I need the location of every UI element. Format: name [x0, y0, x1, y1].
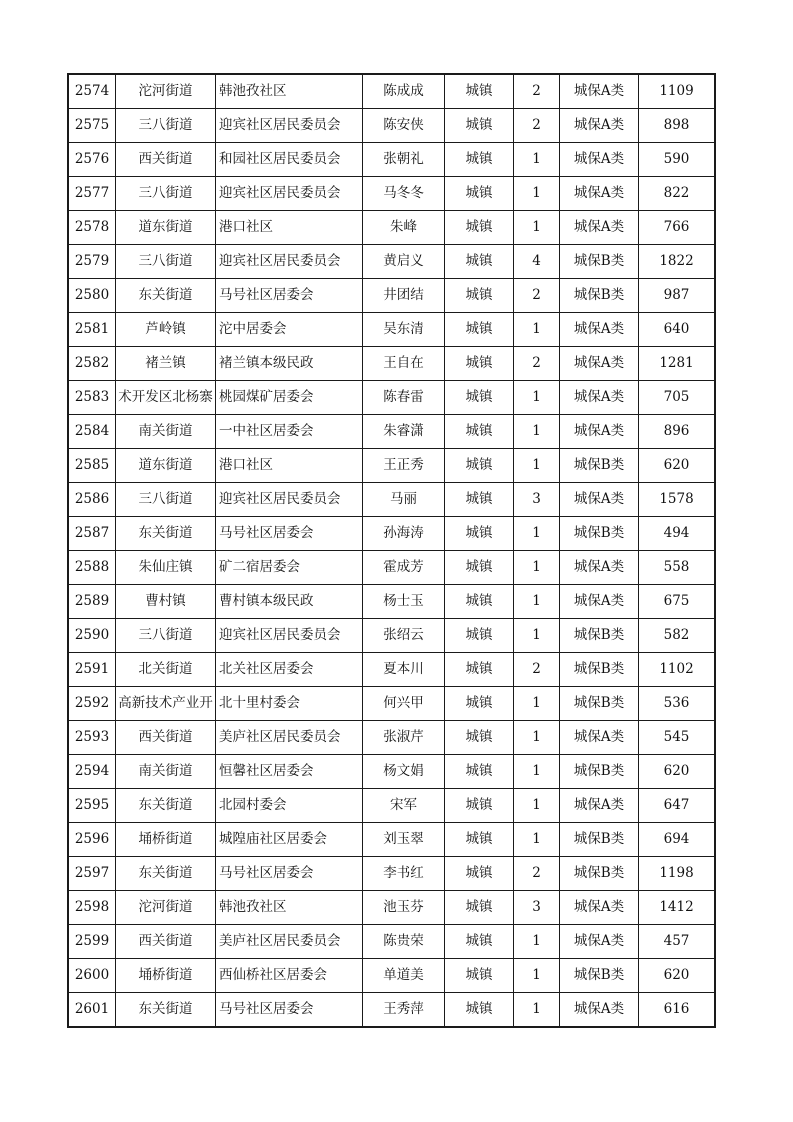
cell-street: 高新技术产业开 [116, 687, 216, 721]
cell-insurance-category: 城保A类 [560, 347, 639, 381]
cell-serial-number: 2597 [68, 857, 116, 891]
cell-amount: 620 [639, 959, 716, 993]
cell-street: 道东街道 [116, 211, 216, 245]
cell-residence-type: 城镇 [445, 415, 514, 449]
cell-serial-number: 2591 [68, 653, 116, 687]
table-row [68, 721, 715, 755]
table-row [68, 585, 715, 619]
cell-serial-number: 2576 [68, 143, 116, 177]
cell-amount: 545 [639, 721, 716, 755]
cell-street: 南关街道 [116, 755, 216, 789]
cell-community: 桃园煤矿居委会 [216, 381, 363, 415]
cell-street: 三八街道 [116, 245, 216, 279]
table-row [68, 313, 715, 347]
cell-residence-type: 城镇 [445, 381, 514, 415]
cell-amount: 536 [639, 687, 716, 721]
cell-residence-type: 城镇 [445, 245, 514, 279]
cell-serial-number: 2588 [68, 551, 116, 585]
cell-household-count: 1 [514, 177, 560, 211]
cell-community: 北十里村委会 [216, 687, 363, 721]
cell-person-name: 王正秀 [363, 449, 445, 483]
cell-street: 埇桥街道 [116, 959, 216, 993]
cell-street: 曹村镇 [116, 585, 216, 619]
cell-amount: 494 [639, 517, 716, 551]
table-row [68, 551, 715, 585]
cell-insurance-category: 城保B类 [560, 279, 639, 313]
cell-person-name: 陈贵荣 [363, 925, 445, 959]
cell-community: 曹村镇本级民政 [216, 585, 363, 619]
cell-residence-type: 城镇 [445, 109, 514, 143]
cell-residence-type: 城镇 [445, 483, 514, 517]
cell-community: 沱中居委会 [216, 313, 363, 347]
cell-person-name: 陈春雷 [363, 381, 445, 415]
cell-insurance-category: 城保A类 [560, 891, 639, 925]
cell-street: 西关街道 [116, 143, 216, 177]
table-row [68, 245, 715, 279]
table-row [68, 347, 715, 381]
cell-street: 术开发区北杨寨 [116, 381, 216, 415]
cell-household-count: 1 [514, 415, 560, 449]
cell-household-count: 4 [514, 245, 560, 279]
table-body [68, 74, 715, 1027]
cell-community: 马号社区居委会 [216, 279, 363, 313]
cell-insurance-category: 城保B类 [560, 687, 639, 721]
cell-person-name: 李书红 [363, 857, 445, 891]
cell-street: 南关街道 [116, 415, 216, 449]
cell-household-count: 1 [514, 755, 560, 789]
cell-person-name: 张朝礼 [363, 143, 445, 177]
cell-street: 沱河街道 [116, 74, 216, 109]
cell-residence-type: 城镇 [445, 959, 514, 993]
table-row [68, 483, 715, 517]
cell-street: 三八街道 [116, 109, 216, 143]
cell-residence-type: 城镇 [445, 517, 514, 551]
table-row [68, 789, 715, 823]
cell-person-name: 马冬冬 [363, 177, 445, 211]
cell-amount: 766 [639, 211, 716, 245]
cell-community: 马号社区居委会 [216, 993, 363, 1028]
cell-amount: 1198 [639, 857, 716, 891]
cell-serial-number: 2586 [68, 483, 116, 517]
cell-household-count: 1 [514, 143, 560, 177]
cell-amount: 898 [639, 109, 716, 143]
cell-person-name: 夏本川 [363, 653, 445, 687]
cell-person-name: 马丽 [363, 483, 445, 517]
table-row [68, 687, 715, 721]
table-row [68, 755, 715, 789]
cell-residence-type: 城镇 [445, 313, 514, 347]
cell-residence-type: 城镇 [445, 721, 514, 755]
cell-street: 西关街道 [116, 925, 216, 959]
cell-household-count: 1 [514, 619, 560, 653]
table-row [68, 653, 715, 687]
cell-community: 恒馨社区居委会 [216, 755, 363, 789]
cell-insurance-category: 城保A类 [560, 925, 639, 959]
cell-household-count: 1 [514, 517, 560, 551]
cell-residence-type: 城镇 [445, 177, 514, 211]
cell-person-name: 孙海涛 [363, 517, 445, 551]
cell-person-name: 井团结 [363, 279, 445, 313]
cell-amount: 1822 [639, 245, 716, 279]
cell-serial-number: 2581 [68, 313, 116, 347]
cell-serial-number: 2592 [68, 687, 116, 721]
cell-amount: 694 [639, 823, 716, 857]
cell-amount: 1412 [639, 891, 716, 925]
cell-person-name: 朱峰 [363, 211, 445, 245]
cell-residence-type: 城镇 [445, 143, 514, 177]
cell-person-name: 霍成芳 [363, 551, 445, 585]
cell-insurance-category: 城保B类 [560, 245, 639, 279]
cell-insurance-category: 城保A类 [560, 585, 639, 619]
cell-household-count: 2 [514, 347, 560, 381]
cell-community: 马号社区居委会 [216, 857, 363, 891]
cell-insurance-category: 城保A类 [560, 993, 639, 1028]
cell-person-name: 陈安侠 [363, 109, 445, 143]
cell-insurance-category: 城保A类 [560, 483, 639, 517]
cell-insurance-category: 城保B类 [560, 619, 639, 653]
cell-insurance-category: 城保A类 [560, 551, 639, 585]
cell-insurance-category: 城保B类 [560, 823, 639, 857]
cell-insurance-category: 城保B类 [560, 517, 639, 551]
cell-person-name: 单道美 [363, 959, 445, 993]
cell-community: 褚兰镇本级民政 [216, 347, 363, 381]
cell-serial-number: 2590 [68, 619, 116, 653]
table-row [68, 449, 715, 483]
cell-household-count: 1 [514, 551, 560, 585]
cell-street: 芦岭镇 [116, 313, 216, 347]
cell-amount: 896 [639, 415, 716, 449]
cell-person-name: 刘玉翠 [363, 823, 445, 857]
cell-serial-number: 2582 [68, 347, 116, 381]
table-row [68, 211, 715, 245]
cell-household-count: 3 [514, 483, 560, 517]
cell-street: 沱河街道 [116, 891, 216, 925]
cell-community: 美庐社区居民委员会 [216, 925, 363, 959]
cell-serial-number: 2578 [68, 211, 116, 245]
cell-household-count: 1 [514, 687, 560, 721]
cell-community: 韩池孜社区 [216, 891, 363, 925]
table-row [68, 925, 715, 959]
cell-community: 迎宾社区居民委员会 [216, 109, 363, 143]
cell-residence-type: 城镇 [445, 653, 514, 687]
table-row [68, 993, 715, 1028]
cell-person-name: 王秀萍 [363, 993, 445, 1028]
cell-serial-number: 2594 [68, 755, 116, 789]
cell-street: 朱仙庄镇 [116, 551, 216, 585]
cell-household-count: 1 [514, 449, 560, 483]
cell-amount: 705 [639, 381, 716, 415]
cell-household-count: 1 [514, 721, 560, 755]
cell-community: 迎宾社区居民委员会 [216, 619, 363, 653]
cell-household-count: 1 [514, 211, 560, 245]
cell-street: 东关街道 [116, 517, 216, 551]
cell-insurance-category: 城保B类 [560, 959, 639, 993]
cell-serial-number: 2587 [68, 517, 116, 551]
cell-community: 矿二宿居委会 [216, 551, 363, 585]
cell-serial-number: 2599 [68, 925, 116, 959]
cell-person-name: 朱睿潇 [363, 415, 445, 449]
cell-community: 北园村委会 [216, 789, 363, 823]
cell-household-count: 3 [514, 891, 560, 925]
cell-community: 迎宾社区居民委员会 [216, 177, 363, 211]
cell-serial-number: 2579 [68, 245, 116, 279]
cell-community: 韩池孜社区 [216, 74, 363, 109]
cell-person-name: 黄启义 [363, 245, 445, 279]
table-row [68, 619, 715, 653]
cell-street: 三八街道 [116, 177, 216, 211]
cell-community: 城隍庙社区居委会 [216, 823, 363, 857]
cell-residence-type: 城镇 [445, 823, 514, 857]
cell-community: 迎宾社区居民委员会 [216, 483, 363, 517]
table-row [68, 109, 715, 143]
cell-household-count: 1 [514, 823, 560, 857]
cell-street: 埇桥街道 [116, 823, 216, 857]
cell-street: 东关街道 [116, 993, 216, 1028]
cell-insurance-category: 城保B类 [560, 857, 639, 891]
table-row [68, 891, 715, 925]
cell-residence-type: 城镇 [445, 74, 514, 109]
cell-street: 北关街道 [116, 653, 216, 687]
cell-residence-type: 城镇 [445, 449, 514, 483]
cell-household-count: 2 [514, 857, 560, 891]
cell-insurance-category: 城保B类 [560, 755, 639, 789]
cell-community: 北关社区居委会 [216, 653, 363, 687]
cell-insurance-category: 城保A类 [560, 74, 639, 109]
cell-residence-type: 城镇 [445, 551, 514, 585]
cell-serial-number: 2601 [68, 993, 116, 1028]
cell-amount: 457 [639, 925, 716, 959]
table-row [68, 415, 715, 449]
cell-residence-type: 城镇 [445, 789, 514, 823]
table-row [68, 517, 715, 551]
cell-household-count: 1 [514, 925, 560, 959]
cell-serial-number: 2596 [68, 823, 116, 857]
cell-community: 马号社区居委会 [216, 517, 363, 551]
cell-serial-number: 2580 [68, 279, 116, 313]
cell-community: 港口社区 [216, 211, 363, 245]
cell-person-name: 吴东清 [363, 313, 445, 347]
cell-insurance-category: 城保A类 [560, 789, 639, 823]
cell-amount: 822 [639, 177, 716, 211]
cell-street: 三八街道 [116, 483, 216, 517]
cell-street: 三八街道 [116, 619, 216, 653]
table-row [68, 74, 715, 109]
cell-serial-number: 2589 [68, 585, 116, 619]
cell-amount: 1281 [639, 347, 716, 381]
cell-amount: 1578 [639, 483, 716, 517]
cell-residence-type: 城镇 [445, 891, 514, 925]
cell-insurance-category: 城保A类 [560, 211, 639, 245]
cell-community: 港口社区 [216, 449, 363, 483]
cell-serial-number: 2598 [68, 891, 116, 925]
cell-residence-type: 城镇 [445, 687, 514, 721]
cell-household-count: 1 [514, 789, 560, 823]
cell-household-count: 2 [514, 109, 560, 143]
cell-community: 西仙桥社区居委会 [216, 959, 363, 993]
cell-insurance-category: 城保B类 [560, 653, 639, 687]
cell-amount: 620 [639, 449, 716, 483]
cell-community: 美庐社区居民委员会 [216, 721, 363, 755]
cell-person-name: 张淑芹 [363, 721, 445, 755]
cell-insurance-category: 城保A类 [560, 415, 639, 449]
cell-person-name: 张绍云 [363, 619, 445, 653]
cell-residence-type: 城镇 [445, 619, 514, 653]
table-row [68, 143, 715, 177]
cell-household-count: 2 [514, 279, 560, 313]
cell-insurance-category: 城保B类 [560, 449, 639, 483]
cell-amount: 582 [639, 619, 716, 653]
cell-serial-number: 2574 [68, 74, 116, 109]
cell-amount: 1109 [639, 74, 716, 109]
cell-serial-number: 2583 [68, 381, 116, 415]
cell-residence-type: 城镇 [445, 755, 514, 789]
cell-serial-number: 2585 [68, 449, 116, 483]
cell-household-count: 1 [514, 313, 560, 347]
cell-amount: 675 [639, 585, 716, 619]
cell-person-name: 杨文娟 [363, 755, 445, 789]
cell-residence-type: 城镇 [445, 585, 514, 619]
cell-community: 迎宾社区居民委员会 [216, 245, 363, 279]
cell-amount: 590 [639, 143, 716, 177]
cell-amount: 616 [639, 993, 716, 1028]
cell-residence-type: 城镇 [445, 211, 514, 245]
cell-residence-type: 城镇 [445, 993, 514, 1028]
cell-amount: 620 [639, 755, 716, 789]
cell-person-name: 何兴甲 [363, 687, 445, 721]
table-row [68, 279, 715, 313]
cell-household-count: 1 [514, 993, 560, 1028]
cell-serial-number: 2577 [68, 177, 116, 211]
table-row [68, 857, 715, 891]
table-row [68, 959, 715, 993]
cell-residence-type: 城镇 [445, 857, 514, 891]
cell-amount: 558 [639, 551, 716, 585]
cell-residence-type: 城镇 [445, 925, 514, 959]
cell-street: 道东街道 [116, 449, 216, 483]
cell-person-name: 宋军 [363, 789, 445, 823]
table-row [68, 823, 715, 857]
cell-community: 一中社区居委会 [216, 415, 363, 449]
cell-person-name: 杨士玉 [363, 585, 445, 619]
cell-serial-number: 2584 [68, 415, 116, 449]
cell-insurance-category: 城保A类 [560, 109, 639, 143]
cell-residence-type: 城镇 [445, 279, 514, 313]
cell-person-name: 王自在 [363, 347, 445, 381]
cell-street: 褚兰镇 [116, 347, 216, 381]
cell-insurance-category: 城保A类 [560, 721, 639, 755]
cell-amount: 647 [639, 789, 716, 823]
cell-household-count: 1 [514, 381, 560, 415]
cell-street: 东关街道 [116, 857, 216, 891]
cell-household-count: 2 [514, 653, 560, 687]
cell-street: 东关街道 [116, 789, 216, 823]
cell-insurance-category: 城保A类 [560, 381, 639, 415]
cell-amount: 640 [639, 313, 716, 347]
cell-community: 和园社区居民委员会 [216, 143, 363, 177]
cell-person-name: 陈成成 [363, 74, 445, 109]
cell-street: 西关街道 [116, 721, 216, 755]
table-row [68, 177, 715, 211]
cell-residence-type: 城镇 [445, 347, 514, 381]
cell-serial-number: 2593 [68, 721, 116, 755]
cell-household-count: 1 [514, 959, 560, 993]
cell-serial-number: 2575 [68, 109, 116, 143]
cell-insurance-category: 城保A类 [560, 177, 639, 211]
cell-insurance-category: 城保A类 [560, 313, 639, 347]
cell-serial-number: 2600 [68, 959, 116, 993]
cell-amount: 1102 [639, 653, 716, 687]
cell-street: 东关街道 [116, 279, 216, 313]
cell-person-name: 池玉芬 [363, 891, 445, 925]
cell-amount: 987 [639, 279, 716, 313]
cell-serial-number: 2595 [68, 789, 116, 823]
table-row [68, 381, 715, 415]
data-table [67, 73, 716, 1028]
cell-insurance-category: 城保A类 [560, 143, 639, 177]
cell-household-count: 1 [514, 585, 560, 619]
cell-household-count: 2 [514, 74, 560, 109]
